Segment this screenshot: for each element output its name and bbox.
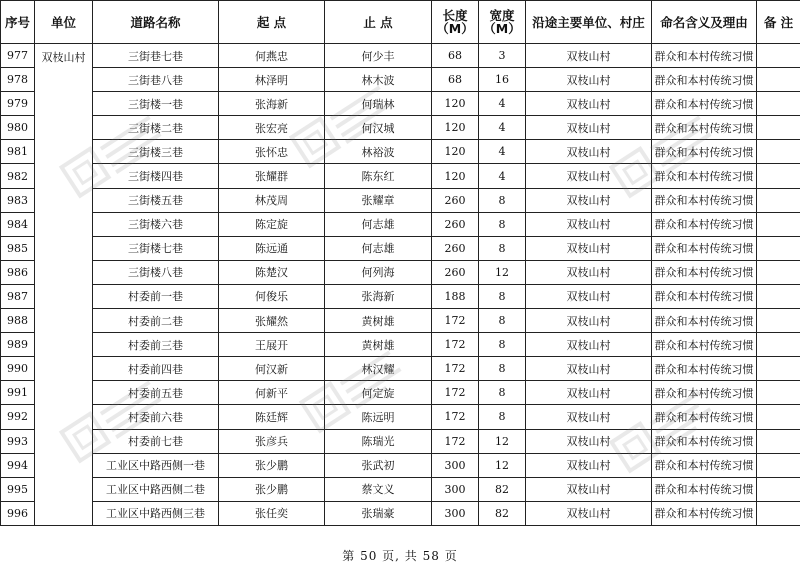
naming-meaning-cell: 群众和本村传统习惯 xyxy=(652,260,757,284)
along-units-cell: 双枝山村 xyxy=(526,405,652,429)
naming-meaning-cell: 群众和本村传统习惯 xyxy=(652,309,757,333)
header-width: 宽度 （M） xyxy=(479,1,526,44)
width-cell: 4 xyxy=(479,140,526,164)
along-units-cell: 双枝山村 xyxy=(526,477,652,501)
table-row xyxy=(1,501,800,525)
seq-cell: 990 xyxy=(1,357,35,381)
along-units-cell: 双枝山村 xyxy=(526,68,652,92)
table-row xyxy=(1,381,800,405)
length-cell: 172 xyxy=(432,309,479,333)
along-units-cell: 双枝山村 xyxy=(526,453,652,477)
table-row xyxy=(1,309,800,333)
seq-cell: 992 xyxy=(1,405,35,429)
header-road-name: 道路名称 xyxy=(93,1,219,44)
end-point-cell: 何志雄 xyxy=(325,212,432,236)
seq-cell: 996 xyxy=(1,501,35,525)
table-row xyxy=(1,212,800,236)
header-start-point: 起 点 xyxy=(219,1,325,44)
width-cell: 82 xyxy=(479,477,526,501)
remark-cell xyxy=(757,68,800,92)
width-cell: 16 xyxy=(479,68,526,92)
seq-cell: 977 xyxy=(1,44,35,68)
length-cell: 120 xyxy=(432,140,479,164)
table-row xyxy=(1,357,800,381)
seq-cell: 985 xyxy=(1,236,35,260)
naming-meaning-cell: 群众和本村传统习惯 xyxy=(652,212,757,236)
end-point-cell: 张耀章 xyxy=(325,188,432,212)
seq-cell: 994 xyxy=(1,453,35,477)
header-length: 长度 （M） xyxy=(432,1,479,44)
along-units-cell: 双枝山村 xyxy=(526,284,652,308)
naming-meaning-cell: 群众和本村传统习惯 xyxy=(652,44,757,68)
seq-cell: 980 xyxy=(1,116,35,140)
seq-cell: 982 xyxy=(1,164,35,188)
remark-cell xyxy=(757,92,800,116)
road-name-cell: 村委前四巷 xyxy=(93,357,219,381)
header-naming-meaning: 命名含义及理由 xyxy=(652,1,757,44)
road-name-cell: 三街楼八巷 xyxy=(93,260,219,284)
table-row xyxy=(1,236,800,260)
naming-meaning-cell: 群众和本村传统习惯 xyxy=(652,164,757,188)
width-cell: 4 xyxy=(479,164,526,188)
along-units-cell: 双枝山村 xyxy=(526,116,652,140)
road-name-cell: 三街楼五巷 xyxy=(93,188,219,212)
table-row xyxy=(1,44,800,68)
end-point-cell: 林裕波 xyxy=(325,140,432,164)
start-point-cell: 张耀群 xyxy=(219,164,325,188)
seq-cell: 993 xyxy=(1,429,35,453)
seq-cell: 983 xyxy=(1,188,35,212)
seq-cell: 978 xyxy=(1,68,35,92)
end-point-cell: 林木波 xyxy=(325,68,432,92)
start-point-cell: 林茂周 xyxy=(219,188,325,212)
end-point-cell: 张瑞豪 xyxy=(325,501,432,525)
header-remark: 备 注 xyxy=(757,1,800,44)
road-name-cell: 村委前二巷 xyxy=(93,309,219,333)
naming-meaning-cell: 群众和本村传统习惯 xyxy=(652,429,757,453)
start-point-cell: 张耀然 xyxy=(219,309,325,333)
length-cell: 172 xyxy=(432,381,479,405)
width-cell: 8 xyxy=(479,357,526,381)
width-cell: 12 xyxy=(479,260,526,284)
seq-cell: 984 xyxy=(1,212,35,236)
along-units-cell: 双枝山村 xyxy=(526,212,652,236)
remark-cell xyxy=(757,429,800,453)
length-cell: 172 xyxy=(432,429,479,453)
table-body xyxy=(1,44,800,526)
road-name-cell: 三街巷八巷 xyxy=(93,68,219,92)
end-point-cell: 黄树雄 xyxy=(325,333,432,357)
along-units-cell: 双枝山村 xyxy=(526,501,652,525)
length-cell: 300 xyxy=(432,501,479,525)
end-point-cell: 陈东红 xyxy=(325,164,432,188)
seq-cell: 989 xyxy=(1,333,35,357)
naming-meaning-cell: 群众和本村传统习惯 xyxy=(652,116,757,140)
along-units-cell: 双枝山村 xyxy=(526,188,652,212)
start-point-cell: 陈楚汉 xyxy=(219,260,325,284)
table-row xyxy=(1,284,800,308)
length-cell: 120 xyxy=(432,116,479,140)
naming-meaning-cell: 群众和本村传统习惯 xyxy=(652,357,757,381)
along-units-cell: 双枝山村 xyxy=(526,140,652,164)
along-units-cell: 双枝山村 xyxy=(526,44,652,68)
remark-cell xyxy=(757,453,800,477)
remark-cell xyxy=(757,116,800,140)
naming-meaning-cell: 群众和本村传统习惯 xyxy=(652,284,757,308)
start-point-cell: 张宏亮 xyxy=(219,116,325,140)
along-units-cell: 双枝山村 xyxy=(526,92,652,116)
header-row xyxy=(1,1,800,44)
remark-cell xyxy=(757,260,800,284)
remark-cell xyxy=(757,164,800,188)
road-name-cell: 村委前一巷 xyxy=(93,284,219,308)
road-name-cell: 三街楼七巷 xyxy=(93,236,219,260)
header-end-point: 止 点 xyxy=(325,1,432,44)
road-name-cell: 工业区中路西侧三巷 xyxy=(93,501,219,525)
table-row xyxy=(1,477,800,501)
width-cell: 8 xyxy=(479,236,526,260)
length-cell: 300 xyxy=(432,453,479,477)
start-point-cell: 张海新 xyxy=(219,92,325,116)
length-cell: 172 xyxy=(432,405,479,429)
width-cell: 8 xyxy=(479,284,526,308)
start-point-cell: 张彦兵 xyxy=(219,429,325,453)
width-cell: 8 xyxy=(479,309,526,333)
length-cell: 120 xyxy=(432,92,479,116)
start-point-cell: 王展开 xyxy=(219,333,325,357)
naming-meaning-cell: 群众和本村传统习惯 xyxy=(652,92,757,116)
length-cell: 260 xyxy=(432,260,479,284)
width-cell: 8 xyxy=(479,381,526,405)
table-row xyxy=(1,92,800,116)
end-point-cell: 何少丰 xyxy=(325,44,432,68)
remark-cell xyxy=(757,405,800,429)
table-row xyxy=(1,116,800,140)
start-point-cell: 陈远通 xyxy=(219,236,325,260)
remark-cell xyxy=(757,212,800,236)
length-cell: 172 xyxy=(432,333,479,357)
end-point-cell: 何瑞林 xyxy=(325,92,432,116)
remark-cell xyxy=(757,381,800,405)
length-cell: 260 xyxy=(432,236,479,260)
length-cell: 300 xyxy=(432,477,479,501)
start-point-cell: 张怀忠 xyxy=(219,140,325,164)
table-row xyxy=(1,333,800,357)
table-row xyxy=(1,260,800,284)
naming-meaning-cell: 群众和本村传统习惯 xyxy=(652,453,757,477)
end-point-cell: 陈远明 xyxy=(325,405,432,429)
remark-cell xyxy=(757,333,800,357)
along-units-cell: 双枝山村 xyxy=(526,309,652,333)
start-point-cell: 何汉新 xyxy=(219,357,325,381)
start-point-cell: 张少鹏 xyxy=(219,453,325,477)
remark-cell xyxy=(757,477,800,501)
length-cell: 260 xyxy=(432,212,479,236)
road-name-cell: 村委前七巷 xyxy=(93,429,219,453)
start-point-cell: 陈廷辉 xyxy=(219,405,325,429)
remark-cell xyxy=(757,140,800,164)
seq-cell: 987 xyxy=(1,284,35,308)
road-name-cell: 三街楼六巷 xyxy=(93,212,219,236)
along-units-cell: 双枝山村 xyxy=(526,236,652,260)
end-point-cell: 何汉城 xyxy=(325,116,432,140)
header-seq: 序号 xyxy=(1,1,35,44)
width-cell: 4 xyxy=(479,116,526,140)
remark-cell xyxy=(757,284,800,308)
end-point-cell: 林汉耀 xyxy=(325,357,432,381)
naming-meaning-cell: 群众和本村传统习惯 xyxy=(652,188,757,212)
table-row xyxy=(1,188,800,212)
road-name-cell: 村委前五巷 xyxy=(93,381,219,405)
road-name-cell: 工业区中路西侧一巷 xyxy=(93,453,219,477)
road-name-cell: 三街楼三巷 xyxy=(93,140,219,164)
seq-cell: 981 xyxy=(1,140,35,164)
along-units-cell: 双枝山村 xyxy=(526,381,652,405)
table-row xyxy=(1,453,800,477)
remark-cell xyxy=(757,44,800,68)
seq-cell: 988 xyxy=(1,309,35,333)
remark-cell xyxy=(757,357,800,381)
end-point-cell: 何志雄 xyxy=(325,236,432,260)
unit-cell: 双枝山村 xyxy=(35,44,93,526)
length-cell: 188 xyxy=(432,284,479,308)
along-units-cell: 双枝山村 xyxy=(526,164,652,188)
width-cell: 82 xyxy=(479,501,526,525)
start-point-cell: 何俊乐 xyxy=(219,284,325,308)
length-cell: 120 xyxy=(432,164,479,188)
width-cell: 8 xyxy=(479,212,526,236)
table-row xyxy=(1,164,800,188)
table-row xyxy=(1,140,800,164)
naming-meaning-cell: 群众和本村传统习惯 xyxy=(652,477,757,501)
end-point-cell: 陈瑞光 xyxy=(325,429,432,453)
along-units-cell: 双枝山村 xyxy=(526,357,652,381)
road-name-cell: 村委前六巷 xyxy=(93,405,219,429)
naming-meaning-cell: 群众和本村传统习惯 xyxy=(652,381,757,405)
start-point-cell: 陈定旋 xyxy=(219,212,325,236)
seq-cell: 979 xyxy=(1,92,35,116)
naming-meaning-cell: 群众和本村传统习惯 xyxy=(652,405,757,429)
start-point-cell: 张任奕 xyxy=(219,501,325,525)
width-cell: 12 xyxy=(479,429,526,453)
remark-cell xyxy=(757,501,800,525)
width-cell: 8 xyxy=(479,333,526,357)
page-footer: 第 50 页, 共 58 页 xyxy=(342,549,458,563)
end-point-cell: 何列海 xyxy=(325,260,432,284)
start-point-cell: 林泽明 xyxy=(219,68,325,92)
remark-cell xyxy=(757,236,800,260)
road-name-cell: 三街楼四巷 xyxy=(93,164,219,188)
road-name-cell: 村委前三巷 xyxy=(93,333,219,357)
road-name-cell: 工业区中路西侧二巷 xyxy=(93,477,219,501)
start-point-cell: 张少鹏 xyxy=(219,477,325,501)
naming-meaning-cell: 群众和本村传统习惯 xyxy=(652,333,757,357)
length-cell: 260 xyxy=(432,188,479,212)
end-point-cell: 何定旋 xyxy=(325,381,432,405)
width-cell: 8 xyxy=(479,188,526,212)
width-cell: 12 xyxy=(479,453,526,477)
road-name-cell: 三街巷七巷 xyxy=(93,44,219,68)
road-name-cell: 三街楼二巷 xyxy=(93,116,219,140)
naming-meaning-cell: 群众和本村传统习惯 xyxy=(652,68,757,92)
start-point-cell: 何燕忠 xyxy=(219,44,325,68)
end-point-cell: 黄树雄 xyxy=(325,309,432,333)
along-units-cell: 双枝山村 xyxy=(526,429,652,453)
along-units-cell: 双枝山村 xyxy=(526,260,652,284)
table-row xyxy=(1,429,800,453)
naming-meaning-cell: 群众和本村传统习惯 xyxy=(652,501,757,525)
length-cell: 68 xyxy=(432,44,479,68)
naming-meaning-cell: 群众和本村传统习惯 xyxy=(652,236,757,260)
end-point-cell: 张武初 xyxy=(325,453,432,477)
naming-meaning-cell: 群众和本村传统习惯 xyxy=(652,140,757,164)
length-cell: 68 xyxy=(432,68,479,92)
width-cell: 8 xyxy=(479,405,526,429)
width-cell: 3 xyxy=(479,44,526,68)
header-along-units: 沿途主要单位、村庄 xyxy=(526,1,652,44)
seq-cell: 991 xyxy=(1,381,35,405)
start-point-cell: 何新平 xyxy=(219,381,325,405)
road-name-cell: 三街楼一巷 xyxy=(93,92,219,116)
length-cell: 172 xyxy=(432,357,479,381)
end-point-cell: 张海新 xyxy=(325,284,432,308)
header-unit: 单位 xyxy=(35,1,93,44)
remark-cell xyxy=(757,188,800,212)
seq-cell: 986 xyxy=(1,260,35,284)
table-row xyxy=(1,405,800,429)
remark-cell xyxy=(757,309,800,333)
width-cell: 4 xyxy=(479,92,526,116)
along-units-cell: 双枝山村 xyxy=(526,333,652,357)
seq-cell: 995 xyxy=(1,477,35,501)
table-row xyxy=(1,68,800,92)
end-point-cell: 蔡文义 xyxy=(325,477,432,501)
